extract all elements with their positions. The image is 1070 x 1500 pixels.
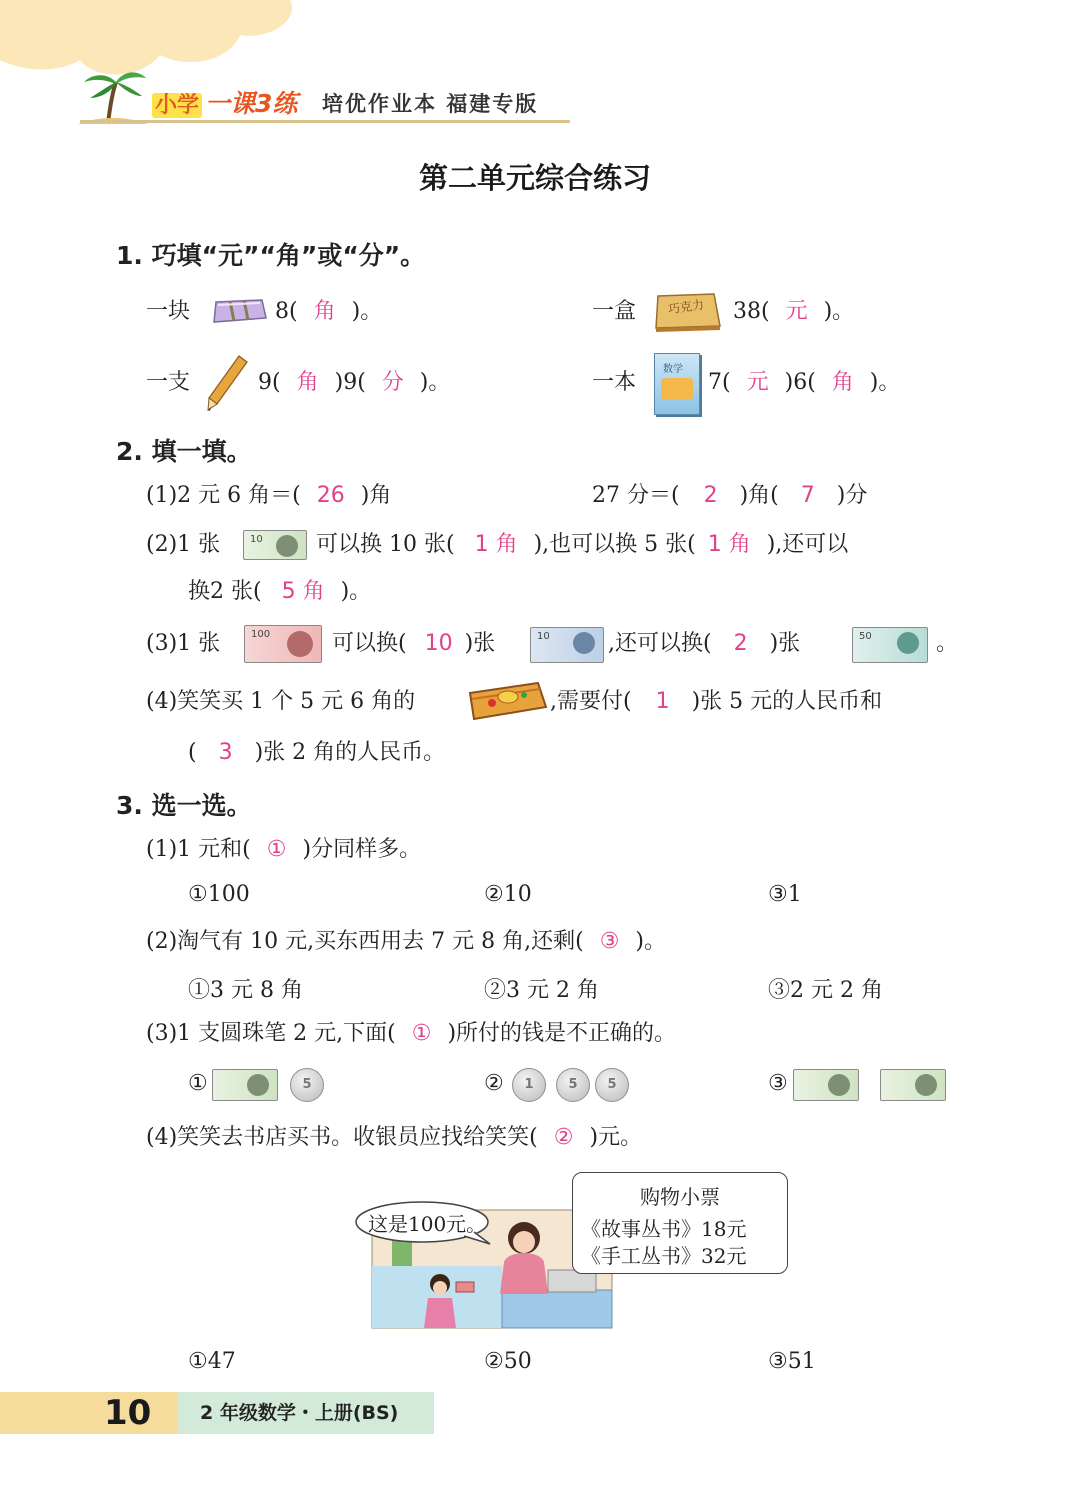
q2-part4-text-c: )张 5 元的人民币和 [691, 689, 883, 714]
q2-part1b-answer-2: 7 [800, 483, 815, 508]
q3-s1-option-2: ②10 [484, 882, 532, 907]
q3-s3-option-3-note-1-picture [793, 1069, 859, 1101]
q3-s3-option-3-note-2-picture [880, 1069, 946, 1101]
q1-item-pencil [146, 368, 190, 398]
q2-part4-text-b: ,需要付( [550, 689, 632, 714]
q1-eraser-text-a: 8( [275, 299, 298, 324]
q2-heading: 2. 填一填。 [116, 437, 252, 466]
q1-pencil-prefix: 一支 [146, 370, 191, 395]
q1-item-book [592, 368, 636, 398]
q3-s4-text-a: (4)笑笑去书店买书。收银员应找给笑笑( [146, 1125, 538, 1150]
q3-s3-option-2-coin-1: 1 [512, 1068, 546, 1102]
q3-s2-stem [146, 927, 666, 957]
q2-part4-text2 [550, 687, 882, 717]
q1-item-eraser [146, 297, 190, 327]
q2-part1b-text-a: 27 分＝( [592, 483, 680, 508]
q1-book-answer-2: 角 [831, 370, 854, 395]
q1-book-text-c: )。 [869, 370, 901, 395]
fifty-yuan-note-picture [852, 627, 928, 663]
q1-pencil-text-c: )。 [419, 370, 451, 395]
q1-pencil-answer-2: 分 [381, 370, 404, 395]
chocolate-box-picture [654, 290, 722, 332]
q3-s1-option-1: ①100 [188, 882, 250, 907]
q3-s4-stem [146, 1123, 642, 1153]
q3-s4-option-3: ③51 [768, 1349, 816, 1374]
receipt-card [572, 1172, 788, 1274]
q2-part4b-text-a: ( [188, 740, 197, 765]
q3-s2-option-2: ②3 元 2 角 [484, 978, 599, 1003]
q3-s1-answer: ① [266, 837, 287, 862]
q2-part2-text [316, 530, 848, 560]
footer-book-title: 2 年级数学・上册(BS) [200, 1402, 399, 1424]
q3-s4-option-2: ②50 [484, 1349, 532, 1374]
header-cloud-decoration [0, 0, 300, 95]
q2-part3-label: (3)1 张 [146, 631, 221, 656]
q2-part4-text: (4)笑笑买 1 个 5 元 6 角的 [146, 689, 416, 714]
q3-s1-stem [146, 835, 421, 865]
fifty-yuan-note-value: 50 [859, 631, 872, 642]
q2-part2b-text-b: )。 [340, 579, 372, 604]
page-number: 10 [104, 1393, 152, 1433]
q1-pencil-text-a: 9( [258, 370, 281, 395]
q3-s2-text-b: )。 [635, 929, 667, 954]
q1-chocolate-answer: 元 [785, 299, 808, 324]
q3-s2-option-3: ③2 元 2 角 [768, 978, 883, 1003]
series-logo [152, 84, 297, 120]
receipt-title: 购物小票 [640, 1185, 720, 1209]
q3-s4-option-1: ①47 [188, 1349, 236, 1374]
q2-part3-text-b: )张 [464, 631, 496, 656]
q2-part4-answer-1: 1 [655, 689, 670, 714]
q2-part1b-text-b: )角( [739, 483, 779, 508]
q1-chocolate-prefix: 一盒 [592, 299, 637, 324]
q2-part1a [146, 481, 391, 511]
math-book-picture [654, 353, 700, 415]
q2-part3-text-d: )张 [769, 631, 801, 656]
q3-s3-option-1-note-picture [212, 1069, 278, 1101]
q1-pencil-answer-1: 角 [296, 370, 319, 395]
q2-part1b-text-c: )分 [836, 483, 868, 508]
q1-chocolate-text-a: 38( [733, 299, 770, 324]
q2-part3-text2 [608, 629, 800, 659]
q2-part4-cont [188, 738, 445, 768]
pencil-case-picture [464, 679, 548, 721]
q2-part2-label: (2)1 张 [146, 532, 221, 557]
q2-part3-text [332, 629, 495, 659]
q3-s2-option-1: ①3 元 8 角 [188, 978, 303, 1003]
q3-s1-option-3: ③1 [768, 882, 802, 907]
q3-s3-stem [146, 1019, 676, 1049]
q3-s3-option-1-coin-5: 5 [290, 1068, 324, 1102]
q1-book-prefix: 一本 [592, 370, 637, 395]
ten-yuan-note-blue-picture [530, 627, 604, 663]
ten-yuan-note-blue-value: 10 [537, 631, 550, 642]
hundred-yuan-note-picture [244, 625, 322, 663]
eraser-picture [210, 296, 268, 326]
hundred-yuan-note-value: 100 [251, 629, 271, 640]
q3-s3-answer: ① [411, 1021, 432, 1046]
q3-s2-answer: ③ [599, 929, 620, 954]
speech-bubble-text: 这是100元。 [368, 1212, 487, 1236]
q1-book-answer-1: 元 [746, 370, 769, 395]
header-subtitle: 培优作业本 福建专版 [322, 91, 539, 116]
q2-part1a-text-b: )角 [360, 483, 392, 508]
q1-pencil-blank [258, 368, 450, 398]
q2-part2b-text-a: 换2 张( [188, 579, 262, 604]
q2-part1a-text-a: (1)2 元 6 角＝( [146, 483, 301, 508]
q2-part4b-text-b: )张 2 角的人民币。 [254, 740, 446, 765]
q1-book-text-b: )6( [784, 370, 816, 395]
q2-part2-text-a: 可以换 10 张( [316, 532, 455, 557]
q3-s2-text-a: (2)淘气有 10 元,买东西用去 7 元 8 角,还剩( [146, 929, 584, 954]
q2-part3-text-c: ,还可以换( [608, 631, 712, 656]
q3-s1-text-b: )分同样多。 [302, 837, 422, 862]
q3-s3-option-1-label: ① [188, 1071, 208, 1096]
q3-s1-text-a: (1)1 元和( [146, 837, 251, 862]
series-logo-part-a: 小学 [152, 93, 202, 118]
page-title: 第二单元综合练习 [418, 161, 651, 195]
palm-tree-icon [78, 66, 148, 126]
receipt-line-2: 《手工丛书》32元 [581, 1244, 747, 1268]
q2-part2-text-c: ),还可以 [766, 532, 849, 557]
q2-part2b-answer: 5 角 [281, 579, 325, 604]
q1-eraser-blank [275, 297, 382, 327]
q3-s4-text-b: )元。 [589, 1125, 643, 1150]
q1-heading: 1. 巧填“元”“角”或“分”。 [116, 241, 426, 270]
speech-bubble [354, 1200, 494, 1248]
q1-eraser-prefix: 一块 [146, 299, 191, 324]
q1-book-text-a: 7( [708, 370, 731, 395]
q2-part3-answer-1: 10 [424, 631, 453, 656]
header-bar [80, 120, 570, 123]
chocolate-box-label: 巧克力 [667, 297, 705, 317]
q3-s4-answer: ② [553, 1125, 574, 1150]
q2-part2-cont [188, 577, 371, 607]
q2-part2-text-b: ),也可以换 5 张( [533, 532, 696, 557]
q2-part3-answer-2: 2 [733, 631, 748, 656]
q2-part1a-answer: 26 [316, 483, 345, 508]
math-book-title: 数学 [663, 364, 683, 375]
q1-pencil-text-b: )9( [334, 370, 366, 395]
q3-s3-option-2-coin-5a: 5 [556, 1068, 590, 1102]
q2-part1b [592, 481, 867, 511]
pencil-picture [205, 354, 249, 412]
q2-part3-end: 。 [936, 631, 959, 656]
q3-s3-option-3-label: ③ [768, 1071, 788, 1096]
ten-yuan-note-value: 10 [250, 534, 263, 545]
q3-s3-option-2-label: ② [484, 1071, 504, 1096]
q3-s3-option-2-coin-5b: 5 [595, 1068, 629, 1102]
q1-book-blank [708, 368, 900, 398]
q3-s3-text-a: (3)1 支圆珠笔 2 元,下面( [146, 1021, 396, 1046]
series-logo-part-b: 一课3练 [205, 89, 298, 118]
q3-s3-text-b: )所付的钱是不正确的。 [447, 1021, 677, 1046]
q1-eraser-text-b: )。 [351, 299, 383, 324]
q3-heading: 3. 选一选。 [116, 791, 252, 820]
q1-chocolate-blank [733, 297, 854, 327]
q2-part3-text-a: 可以换( [332, 631, 407, 656]
q2-part2-answer-2: 1 角 [707, 532, 751, 557]
q2-part4b-answer: 3 [218, 740, 233, 765]
q2-part2-answer-1: 1 角 [474, 532, 518, 557]
q1-eraser-answer: 角 [313, 299, 336, 324]
receipt-line-1: 《故事丛书》18元 [581, 1217, 747, 1241]
q2-part1b-answer-1: 2 [703, 483, 718, 508]
q1-item-chocolate [592, 297, 636, 327]
q1-chocolate-text-b: )。 [823, 299, 855, 324]
ten-yuan-note-picture [243, 530, 307, 560]
